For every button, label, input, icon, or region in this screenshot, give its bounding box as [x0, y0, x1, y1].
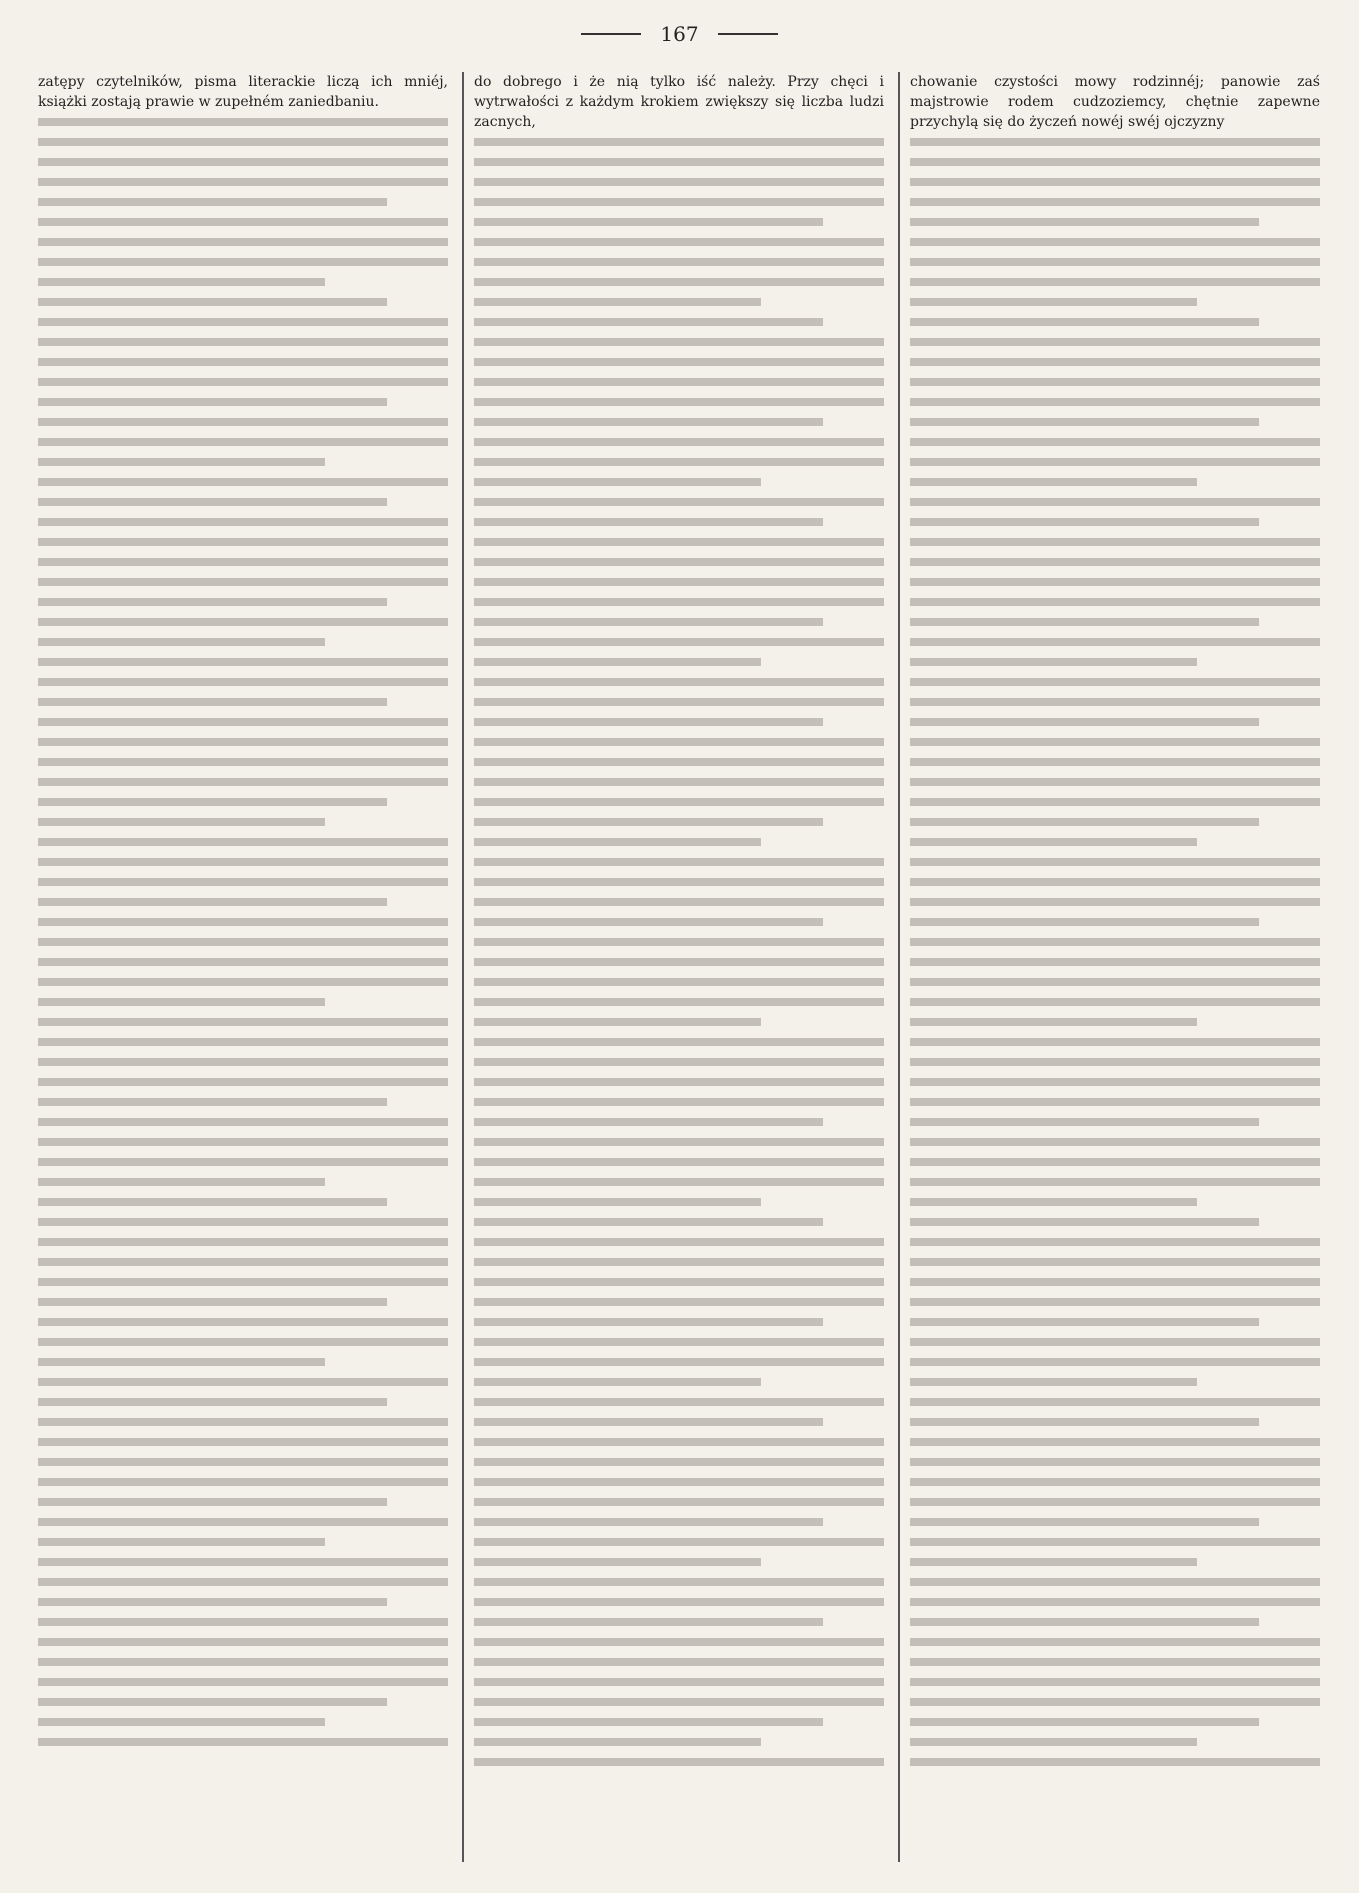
placeholder-line	[474, 598, 884, 606]
placeholder-line	[38, 1038, 448, 1046]
placeholder-line	[38, 818, 325, 826]
placeholder-line	[474, 1038, 884, 1046]
placeholder-line	[910, 258, 1320, 266]
placeholder-line	[38, 1538, 325, 1546]
placeholder-line	[910, 698, 1320, 706]
placeholder-line	[910, 1418, 1259, 1426]
placeholder-line	[910, 298, 1197, 306]
placeholder-line	[910, 1318, 1259, 1326]
placeholder-line	[38, 418, 448, 426]
placeholder-line	[474, 398, 884, 406]
placeholder-line	[474, 798, 884, 806]
placeholder-line	[38, 658, 448, 666]
header-rule-right	[718, 33, 778, 35]
placeholder-line	[38, 618, 448, 626]
placeholder-line	[38, 978, 448, 986]
placeholder-line	[910, 638, 1320, 646]
column-3-placeholder-text	[910, 138, 1320, 1766]
placeholder-line	[38, 438, 448, 446]
placeholder-line	[910, 958, 1320, 966]
placeholder-line	[474, 1058, 884, 1066]
placeholder-line	[910, 1198, 1197, 1206]
placeholder-line	[910, 418, 1259, 426]
placeholder-line	[910, 1058, 1320, 1066]
placeholder-line	[910, 1218, 1259, 1226]
placeholder-line	[910, 518, 1259, 526]
placeholder-line	[910, 1718, 1259, 1726]
placeholder-line	[910, 1658, 1320, 1666]
placeholder-line	[38, 558, 448, 566]
placeholder-line	[474, 1218, 823, 1226]
placeholder-line	[910, 238, 1320, 246]
column-1-lead: zatępy czytelników, pisma literackie liczą ich mniéj, książki zostają prawie w zupełném zaniedbaniu.	[38, 74, 448, 110]
placeholder-line	[474, 338, 884, 346]
placeholder-line	[910, 138, 1320, 146]
placeholder-line	[910, 1078, 1320, 1086]
placeholder-line	[38, 1458, 448, 1466]
placeholder-line	[38, 838, 448, 846]
placeholder-line	[910, 1518, 1259, 1526]
placeholder-line	[910, 1298, 1320, 1306]
placeholder-line	[474, 1178, 884, 1186]
placeholder-line	[38, 158, 448, 166]
placeholder-line	[910, 1358, 1320, 1366]
placeholder-line	[474, 738, 884, 746]
placeholder-line	[474, 298, 761, 306]
placeholder-line	[910, 1338, 1320, 1346]
placeholder-line	[474, 1698, 884, 1706]
placeholder-line	[910, 1478, 1320, 1486]
placeholder-line	[474, 1258, 884, 1266]
placeholder-line	[38, 1578, 448, 1586]
placeholder-line	[910, 898, 1320, 906]
placeholder-line	[38, 1738, 448, 1746]
placeholder-line	[38, 1058, 448, 1066]
placeholder-line	[474, 858, 884, 866]
placeholder-line	[910, 1618, 1259, 1626]
placeholder-line	[38, 598, 387, 606]
placeholder-line	[38, 218, 448, 226]
placeholder-line	[474, 138, 884, 146]
placeholder-line	[910, 1278, 1320, 1286]
placeholder-line	[910, 1378, 1197, 1386]
placeholder-line	[910, 538, 1320, 546]
placeholder-line	[910, 818, 1259, 826]
placeholder-line	[38, 1638, 448, 1646]
placeholder-line	[38, 1238, 448, 1246]
placeholder-line	[38, 1138, 448, 1146]
column-2-lead: do dobrego i że nią tylko iść należy. Przy chęci i wytrwałości z każdym krokiem zwiększy się liczba ludzi zacnych,	[474, 74, 884, 130]
placeholder-line	[38, 678, 448, 686]
placeholder-line	[38, 1678, 448, 1686]
placeholder-line	[910, 938, 1320, 946]
placeholder-line	[38, 1398, 387, 1406]
placeholder-line	[474, 1438, 884, 1446]
placeholder-line	[38, 858, 448, 866]
placeholder-line	[474, 658, 761, 666]
placeholder-line	[38, 1178, 325, 1186]
placeholder-line	[474, 998, 884, 1006]
placeholder-line	[910, 598, 1320, 606]
placeholder-line	[474, 1238, 884, 1246]
placeholder-line	[38, 318, 448, 326]
placeholder-line	[38, 478, 448, 486]
placeholder-line	[474, 418, 823, 426]
placeholder-line	[910, 858, 1320, 866]
placeholder-line	[910, 1398, 1320, 1406]
placeholder-line	[474, 158, 884, 166]
placeholder-line	[910, 1498, 1320, 1506]
placeholder-line	[474, 1538, 884, 1546]
placeholder-line	[474, 218, 823, 226]
column-3-lead: chowanie czystości mowy rodzinnéj; panowie zaś majstrowie rodem cudzoziemcy, chętnie zapewne przychylą się do życzeń nowéj swéj ojczyzny	[910, 74, 1320, 130]
placeholder-line	[474, 638, 884, 646]
placeholder-line	[474, 478, 761, 486]
placeholder-line	[38, 1258, 448, 1266]
column-divider	[898, 72, 900, 1862]
placeholder-line	[910, 458, 1320, 466]
placeholder-line	[474, 278, 884, 286]
placeholder-line	[910, 718, 1259, 726]
placeholder-line	[910, 1158, 1320, 1166]
placeholder-line	[38, 198, 387, 206]
placeholder-line	[910, 178, 1320, 186]
placeholder-line	[910, 1738, 1197, 1746]
placeholder-line	[474, 378, 884, 386]
placeholder-line	[474, 1378, 761, 1386]
placeholder-line	[910, 838, 1197, 846]
placeholder-line	[910, 278, 1320, 286]
placeholder-line	[38, 758, 448, 766]
placeholder-line	[38, 1498, 387, 1506]
placeholder-line	[474, 1618, 823, 1626]
placeholder-line	[910, 738, 1320, 746]
placeholder-line	[910, 1438, 1320, 1446]
placeholder-line	[38, 718, 448, 726]
page-number: 167	[660, 22, 699, 46]
placeholder-line	[38, 1598, 387, 1606]
placeholder-line	[474, 1158, 884, 1166]
placeholder-line	[474, 1558, 761, 1566]
placeholder-line	[474, 198, 884, 206]
placeholder-line	[910, 1118, 1259, 1126]
placeholder-line	[474, 1678, 884, 1686]
placeholder-line	[38, 638, 325, 646]
placeholder-line	[38, 1618, 448, 1626]
placeholder-line	[38, 1518, 448, 1526]
placeholder-line	[910, 1018, 1197, 1026]
placeholder-line	[38, 1098, 387, 1106]
placeholder-line	[474, 358, 884, 366]
placeholder-line	[474, 1358, 884, 1366]
placeholder-line	[910, 438, 1320, 446]
placeholder-line	[474, 978, 884, 986]
placeholder-line	[38, 358, 448, 366]
placeholder-line	[38, 958, 448, 966]
placeholder-line	[38, 1298, 387, 1306]
placeholder-line	[474, 958, 884, 966]
placeholder-line	[910, 1638, 1320, 1646]
placeholder-line	[474, 538, 884, 546]
placeholder-line	[38, 1558, 448, 1566]
placeholder-line	[38, 898, 387, 906]
placeholder-line	[474, 1598, 884, 1606]
column-3	[910, 72, 1320, 1872]
placeholder-line	[474, 1658, 884, 1666]
placeholder-line	[474, 1098, 884, 1106]
placeholder-line	[38, 1698, 387, 1706]
placeholder-line	[474, 458, 884, 466]
page-header	[0, 22, 1359, 46]
placeholder-line	[474, 718, 823, 726]
placeholder-line	[474, 698, 884, 706]
placeholder-line	[910, 998, 1320, 1006]
placeholder-line	[38, 1438, 448, 1446]
placeholder-line	[474, 1458, 884, 1466]
placeholder-line	[910, 1238, 1320, 1246]
placeholder-line	[38, 1278, 448, 1286]
placeholder-line	[38, 138, 448, 146]
placeholder-line	[474, 238, 884, 246]
placeholder-line	[474, 1638, 884, 1646]
placeholder-line	[910, 498, 1320, 506]
placeholder-line	[910, 1698, 1320, 1706]
placeholder-line	[38, 1318, 448, 1326]
placeholder-line	[38, 998, 325, 1006]
placeholder-line	[38, 1218, 448, 1226]
placeholder-line	[38, 118, 448, 126]
placeholder-line	[910, 478, 1197, 486]
placeholder-line	[910, 338, 1320, 346]
placeholder-line	[474, 318, 823, 326]
placeholder-line	[910, 1458, 1320, 1466]
placeholder-line	[910, 798, 1320, 806]
placeholder-line	[38, 1478, 448, 1486]
placeholder-line	[474, 618, 823, 626]
placeholder-line	[38, 538, 448, 546]
placeholder-line	[38, 278, 325, 286]
placeholder-line	[474, 1118, 823, 1126]
placeholder-line	[38, 378, 448, 386]
placeholder-line	[38, 698, 387, 706]
placeholder-line	[910, 778, 1320, 786]
placeholder-line	[910, 1758, 1320, 1766]
placeholder-line	[474, 1518, 823, 1526]
placeholder-line	[910, 1558, 1197, 1566]
placeholder-line	[910, 918, 1259, 926]
placeholder-line	[474, 1018, 761, 1026]
placeholder-line	[38, 338, 448, 346]
placeholder-line	[910, 618, 1259, 626]
placeholder-line	[474, 1578, 884, 1586]
placeholder-line	[38, 298, 387, 306]
column-divider	[462, 72, 464, 1862]
placeholder-line	[474, 818, 823, 826]
placeholder-line	[38, 578, 448, 586]
placeholder-line	[910, 558, 1320, 566]
placeholder-line	[910, 1598, 1320, 1606]
placeholder-line	[38, 918, 448, 926]
placeholder-line	[910, 658, 1197, 666]
placeholder-line	[474, 838, 761, 846]
placeholder-line	[474, 178, 884, 186]
placeholder-line	[910, 318, 1259, 326]
placeholder-line	[910, 578, 1320, 586]
placeholder-line	[910, 158, 1320, 166]
placeholder-line	[474, 1278, 884, 1286]
column-2	[474, 72, 884, 1872]
placeholder-line	[910, 378, 1320, 386]
placeholder-line	[38, 1378, 448, 1386]
placeholder-line	[474, 938, 884, 946]
placeholder-line	[474, 1198, 761, 1206]
placeholder-line	[474, 1338, 884, 1346]
placeholder-line	[38, 798, 387, 806]
placeholder-line	[474, 558, 884, 566]
placeholder-line	[910, 1098, 1320, 1106]
placeholder-line	[910, 1258, 1320, 1266]
placeholder-line	[910, 878, 1320, 886]
placeholder-line	[910, 198, 1320, 206]
placeholder-line	[474, 1718, 823, 1726]
placeholder-line	[38, 518, 448, 526]
column-1	[38, 72, 448, 1872]
placeholder-line	[910, 1578, 1320, 1586]
placeholder-line	[474, 678, 884, 686]
placeholder-line	[474, 1758, 884, 1766]
placeholder-line	[474, 1738, 761, 1746]
placeholder-line	[38, 1078, 448, 1086]
placeholder-line	[474, 438, 884, 446]
placeholder-line	[474, 1298, 884, 1306]
placeholder-line	[38, 1158, 448, 1166]
placeholder-line	[474, 258, 884, 266]
placeholder-line	[38, 1198, 387, 1206]
placeholder-line	[38, 938, 448, 946]
column-1-placeholder-text	[38, 118, 448, 1746]
placeholder-line	[38, 1718, 325, 1726]
placeholder-line	[474, 898, 884, 906]
placeholder-line	[38, 1418, 448, 1426]
placeholder-line	[910, 678, 1320, 686]
placeholder-line	[474, 878, 884, 886]
header-rule-left	[581, 33, 641, 35]
placeholder-line	[38, 258, 448, 266]
placeholder-line	[38, 1018, 448, 1026]
placeholder-line	[38, 1118, 448, 1126]
placeholder-line	[474, 918, 823, 926]
placeholder-line	[474, 498, 884, 506]
placeholder-line	[474, 1498, 884, 1506]
placeholder-line	[474, 1478, 884, 1486]
placeholder-line	[38, 1358, 325, 1366]
placeholder-line	[474, 1418, 823, 1426]
placeholder-line	[910, 1538, 1320, 1546]
placeholder-line	[910, 1138, 1320, 1146]
placeholder-line	[910, 978, 1320, 986]
placeholder-line	[38, 738, 448, 746]
placeholder-line	[910, 1678, 1320, 1686]
placeholder-line	[38, 238, 448, 246]
placeholder-line	[474, 1078, 884, 1086]
placeholder-line	[910, 758, 1320, 766]
placeholder-line	[474, 578, 884, 586]
placeholder-line	[474, 758, 884, 766]
placeholder-line	[38, 458, 325, 466]
placeholder-line	[910, 1038, 1320, 1046]
placeholder-line	[474, 1138, 884, 1146]
placeholder-line	[910, 218, 1259, 226]
placeholder-line	[38, 498, 387, 506]
placeholder-line	[38, 398, 387, 406]
placeholder-line	[38, 178, 448, 186]
placeholder-line	[910, 398, 1320, 406]
placeholder-line	[474, 778, 884, 786]
placeholder-line	[38, 1338, 448, 1346]
placeholder-line	[38, 1658, 448, 1666]
placeholder-line	[910, 1178, 1320, 1186]
placeholder-line	[474, 1318, 823, 1326]
placeholder-line	[474, 518, 823, 526]
placeholder-line	[910, 358, 1320, 366]
placeholder-line	[38, 778, 448, 786]
placeholder-line	[474, 1398, 884, 1406]
placeholder-line	[38, 878, 448, 886]
column-2-placeholder-text	[474, 138, 884, 1766]
